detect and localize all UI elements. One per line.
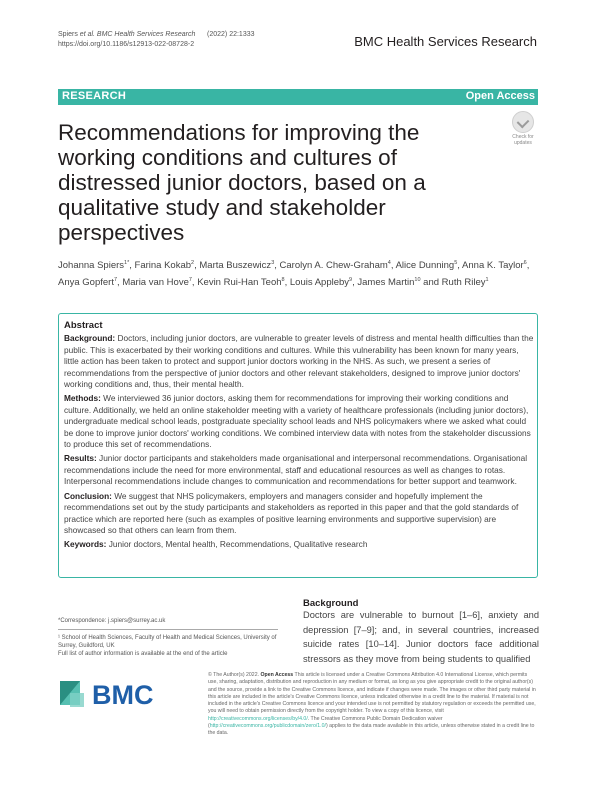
author-name: Anya Gopfert$^7$ xyxy=(58,277,118,289)
abstract xyxy=(64,320,534,554)
author-name: Louis Appleby$^9$ xyxy=(289,277,353,289)
author-name: Anna K. Taylor$^6$ xyxy=(462,260,527,272)
author-name: Marta Buszewicz$^3$ xyxy=(199,260,275,272)
bmc-logo-icon xyxy=(58,673,178,713)
open-access-label: Open Access xyxy=(465,90,535,102)
author-affiliation-number: 5 xyxy=(454,260,458,266)
author-name: Alice Dunning$^5$ xyxy=(395,260,458,272)
cc-by-link[interactable]: http://creativecommons.org/licenses/by/4.0/ xyxy=(208,715,308,722)
footnotes xyxy=(58,617,278,662)
section-label: RESEARCH xyxy=(62,90,127,102)
author-affiliation-number: 10 xyxy=(414,277,421,284)
background-text: Doctors are vulnerable to burnout [1–6], anxiety and depression [7–9]; and, in several countries, increased suicide rates [10–14]. Junior doctors face additional stressors as they move from being students to qualified xyxy=(303,610,539,664)
abstract-heading: Abstract xyxy=(64,320,103,331)
correspondence[interactable]: *Correspondence: j.spiers@surrey.ac.uk xyxy=(58,618,166,624)
background-heading: Background xyxy=(303,598,359,609)
citation-year: (2022) 22:1333 xyxy=(207,31,255,38)
author-affiliation-number: 3 xyxy=(271,260,275,266)
author-affiliation-number: 1 xyxy=(485,277,489,284)
check-updates-icon xyxy=(512,111,534,133)
author-name: Johanna Spiers$^{1*}$ xyxy=(58,260,130,272)
bmc-logo-text: BMC xyxy=(92,680,154,710)
citation-header xyxy=(58,30,255,50)
author-affiliation-number: 9 xyxy=(349,277,353,284)
abstract-keywords: Keywords: Junior doctors, Mental health, Recommendations, Qualitative research xyxy=(64,539,368,550)
abstract-conclusion: Conclusion: We suggest that NHS policymakers, employers and managers consider and hopefully implement the recommendations set out by the study participants and stakeholders as reported in this paper and that the gold standards of practice which are reported here (such as examples of positive learning environments and supportive supervision) are showcased so that others can learn from them. xyxy=(64,490,519,535)
doi-link[interactable]: https://doi.org/10.1186/s12913-022-08728-2 xyxy=(58,41,195,48)
license-text: © The Author(s) 2022. Open Access This article is licensed under a Creative Commons Attribution 4.0 International License, which permits use, sharing, adaptation, distribution and reproduction in any medium or format, as long as you give appropriate credit to the original author(s) and the source, provide a link to the Creative Commons licence, and indicate if changes were made. The images or other third party material in this article are included in the article's Creative Commons licence, unless indicated otherwise in a credit line to the material. If material is not included in the article's Creative Commons licence and your intended use is not permitted by statutory regulation or exceeds the permitted use, you will need to obtain permission directly from the copyright holder. To view a copy of this licence, visit http://creativecommons.org/licenses/by/4.0/. The Creative Commons Public Domain Dedication waiver (http://creativecommons.org/publicdomain/zero/1.0/) applies to the data made available in this article, unless otherwise stated in a credit line to the data. xyxy=(208,672,536,737)
author-affiliation-number: 7 xyxy=(113,277,118,284)
check-for-updates-button[interactable] xyxy=(508,111,538,146)
author-affiliation-number: 7 xyxy=(188,277,192,284)
article-title: Recommendations for improving the working conditions and cultures of distressed junior doctors, based on a qualitative study and stakeholder perspectives xyxy=(58,120,426,245)
journal-name: BMC Health Services Research xyxy=(354,34,537,49)
abstract-results: Results: Junior doctor participants and stakeholders made organisational and interpersonal recommendations. Organisational recommendations include the need for more environmental, staff and educational resources as well as changes to rotas. Interpersonal recommendations include changes to communication and recommendations for better support and teamwork. xyxy=(64,453,528,487)
bmc-logo xyxy=(58,673,178,713)
author-name: Carolyn A. Chew-Graham$^4$ xyxy=(279,260,391,272)
author-affiliation-number: 1* xyxy=(124,260,130,266)
author-name: Farina Kokab$^2$ xyxy=(134,260,195,272)
author-affiliation-number: 6 xyxy=(523,260,527,266)
affiliation: ¹ School of Health Sciences, Faculty of Health and Medical Sciences, University of Surrey, Guildford, UK xyxy=(58,629,278,650)
author-name: Kevin Rui-Han Teoh$^8$ xyxy=(197,277,285,289)
check-updates-label: Check for updates xyxy=(512,134,534,146)
abstract-methods: Methods: We interviewed 36 junior doctors, asking them for recommendations for improving their working conditions and culture. Additionally, we held an online stakeholder meeting with a variety of healthcare professionals (including junior doctors), undergraduate medical school leads, postgraduate speciality school leads and NHS policymakers where we asked what could be done to improve junior doctors' working conditions. We combined interview data with notes from the stakeholder discussions to produce this set of recommendations. xyxy=(64,393,531,450)
author-list: Johanna Spiers$^{1*}$, Farina Kokab$^2$, Marta Buszewicz$^3$, Carolyn A. Chew-Graham$^4$, Alice Dunning$^5$, Anna K. Taylor$^6$, Anya Gopfert$^7$, Maria van Hove$^7$, Kevin Rui-Han Teoh$^8$, Louis Appleby$^9$, James Martin$^{10}$ and Ruth Riley$^1$ xyxy=(58,260,530,289)
author-affiliation-number: 4 xyxy=(387,260,391,266)
citation-author: Spiers xyxy=(58,31,78,38)
abstract-background: Background: Doctors, including junior doctors, are vulnerable to greater levels of distress and mental health difficulties than the public. This is exacerbated by their working conditions and cultures. While this vulnerability has been known for many years, little action has been taken to protect and support junior doctors working in the NHS. As such, we present a series of recommendations from the perspective of junior doctors and other relevant stakeholders, designed to improve junior doctors' working conditions and, thus, their mental health. xyxy=(64,333,534,390)
author-name: Ruth Riley$^1$ xyxy=(441,277,489,289)
author-name: Maria van Hove$^7$ xyxy=(122,277,192,289)
author-affiliation-number: 8 xyxy=(281,277,285,284)
citation-journal: et al. BMC Health Services Research xyxy=(79,31,196,38)
cc-zero-link[interactable]: http://creativecommons.org/publicdomain/zero/1.0/ xyxy=(209,723,326,730)
full-author-info-note: Full list of author information is available at the end of the article xyxy=(58,651,228,657)
author-name: James Martin$^{10}$ xyxy=(357,277,421,289)
author-affiliation-number: 2 xyxy=(191,260,195,266)
